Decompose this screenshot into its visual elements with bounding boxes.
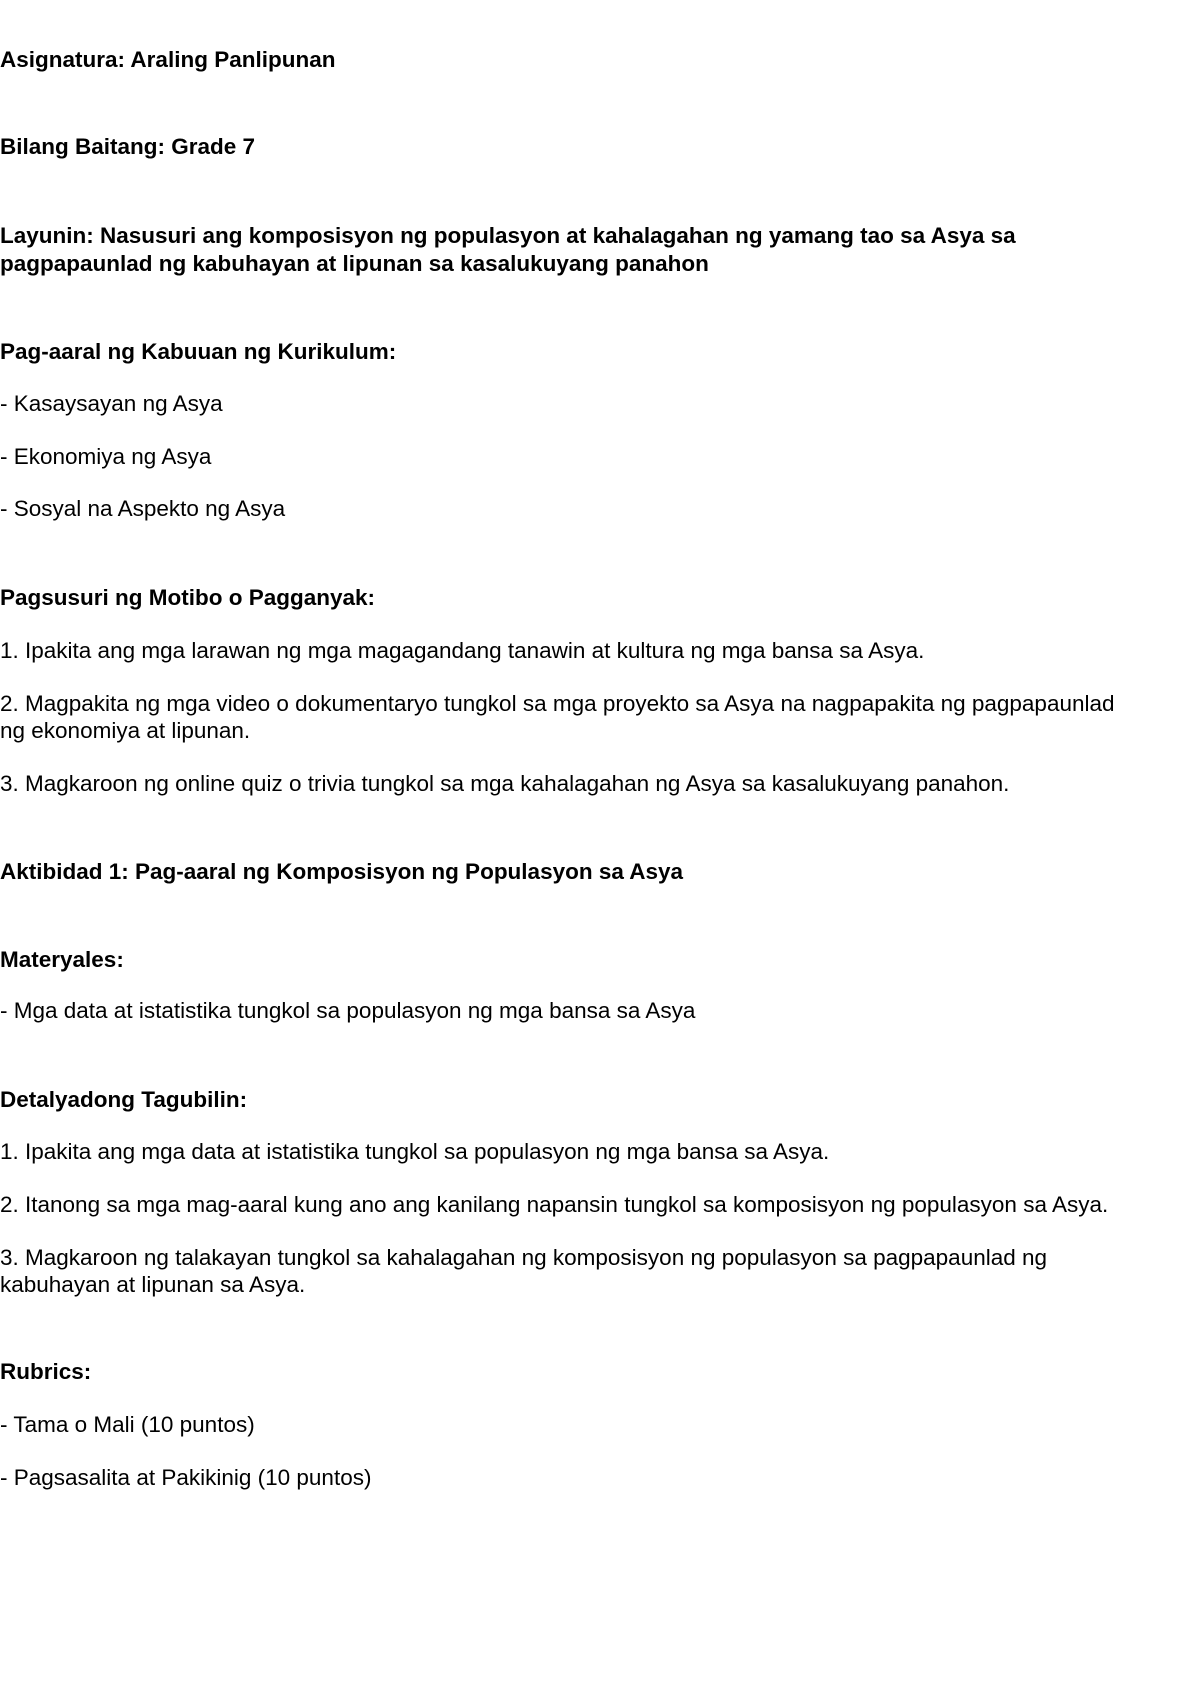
rubrics-item-1: - Tama o Mali (10 puntos) — [0, 1412, 255, 1437]
layunin-line-1: Layunin: Nasusuri ang komposisyon ng populasyon at kahalagahan ng yamang tao sa Asya sa — [0, 223, 1016, 248]
asignatura-line: Asignatura: Araling Panlipunan — [0, 47, 336, 72]
motibo-heading: Pagsusuri ng Motibo o Pagganyak: — [0, 585, 376, 610]
aktibidad-heading: Aktibidad 1: Pag-aaral ng Komposisyon ng Populasyon sa Asya — [0, 859, 684, 884]
kurikulum-item: - Ekonomiya ng Asya — [0, 444, 212, 469]
layunin-line-2: pagpapaunlad ng kabuhayan at lipunan sa kasalukuyang panahon — [0, 251, 709, 276]
motibo-item-2-line-1: 2. Magpakita ng mga video o dokumentaryo tungkol sa mga proyekto sa Asya na nagpapakita ng pagpapaunlad — [0, 691, 1115, 716]
rubrics-heading: Rubrics: — [0, 1359, 92, 1384]
tagubilin-heading: Detalyadong Tagubilin: — [0, 1087, 248, 1112]
kurikulum-item: - Kasaysayan ng Asya — [0, 391, 223, 416]
motibo-item-2-line-2: ng ekonomiya at lipunan. — [0, 718, 251, 743]
kurikulum-heading: Pag-aaral ng Kabuuan ng Kurikulum: — [0, 339, 397, 364]
tagubilin-item-3-line-1: 3. Magkaroon ng talakayan tungkol sa kahalagahan ng komposisyon ng populasyon sa pagpapaunlad ng — [0, 1245, 1048, 1270]
tagubilin-item-1: 1. Ipakita ang mga data at istatistika tungkol sa populasyon ng mga bansa sa Asya. — [0, 1139, 830, 1164]
motibo-item-1: 1. Ipakita ang mga larawan ng mga magagandang tanawin at kultura ng mga bansa sa Asya. — [0, 638, 925, 663]
motibo-item-3: 3. Magkaroon ng online quiz o trivia tungkol sa mga kahalagahan ng Asya sa kasalukuyang panahon. — [0, 771, 1010, 796]
materyales-heading: Materyales: — [0, 947, 124, 972]
tagubilin-item-3-line-2: kabuhayan at lipunan sa Asya. — [0, 1272, 306, 1297]
tagubilin-item-2: 2. Itanong sa mga mag-aaral kung ano ang kanilang napansin tungkol sa komposisyon ng populasyon sa Asya. — [0, 1192, 1109, 1217]
kurikulum-item: - Sosyal na Aspekto ng Asya — [0, 496, 286, 521]
materyales-item: - Mga data at istatistika tungkol sa populasyon ng mga bansa sa Asya — [0, 998, 696, 1023]
rubrics-item-2: - Pagsasalita at Pakikinig (10 puntos) — [0, 1465, 372, 1490]
bilang-baitang-line: Bilang Baitang: Grade 7 — [0, 134, 256, 159]
